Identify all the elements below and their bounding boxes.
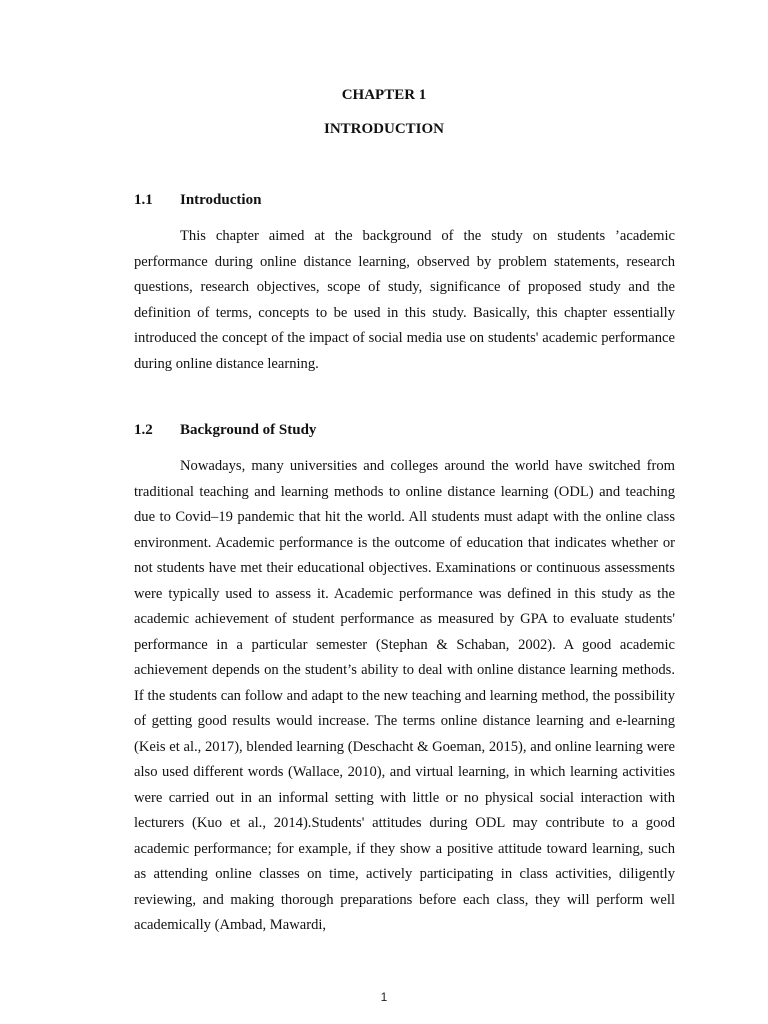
chapter-label: CHAPTER 1 <box>341 87 427 103</box>
section-heading-background <box>134 422 316 439</box>
chapter-title: INTRODUCTION <box>323 121 444 137</box>
section-title: Introduction <box>180 192 262 208</box>
section-number: 1.1 <box>134 192 153 208</box>
section-title: Background of Study <box>180 422 317 438</box>
page-number: 1 <box>380 990 388 1004</box>
section-number: 1.2 <box>134 422 153 438</box>
introduction-paragraph: This chapter aimed at the background of the study on students ’academic performance during online distance learning, observed by problem statements, research questions, research objectives, scope of study, significance of proposed study and the definition of terms, concepts to be used in this study. Basically, this chapter essentially introduced the concept of the impact of social media use on students' academic performance during online distance learning. <box>134 228 675 372</box>
section-heading-introduction <box>134 192 261 209</box>
background-paragraph: Nowadays, many universities and colleges around the world have switched from traditional teaching and learning methods to online distance learning (ODL) and teaching due to Covid–19 pandemic that hit the world. All students must adapt with the online class environment. Academic performance is the outcome of education that indicates whether or not students have met their educational objectives. Examinations or continuous assessments were typically used to assess it. Academic performance was defined in this study as the academic achievement of student performance as measured by GPA to evaluate students' performance in a particular semester (Stephan & Schaban, 2002). A good academic achievement depends on the student’s ability to deal with online distance learning methods. If the students can follow and adapt to the new teaching and learning method, the possibility of getting good results would increase. The terms online distance learning and e-learning (Keis et al., 2017), blended learning (Deschacht & Goeman, 2015), and online learning were also used different words (Wallace, 2010), and virtual learning, in which learning activities were carried out in an informal setting with little or no physical social interaction with lecturers (Kuo et al., 2014).Students' attitudes during ODL may contribute to a good academic performance; for example, if they show a positive attitude toward learning, such as attending online classes on time, actively participating in class activities, diligently reviewing, and making thorough preparations before each class, they will perform well academically (Ambad, Mawardi, <box>134 458 675 933</box>
